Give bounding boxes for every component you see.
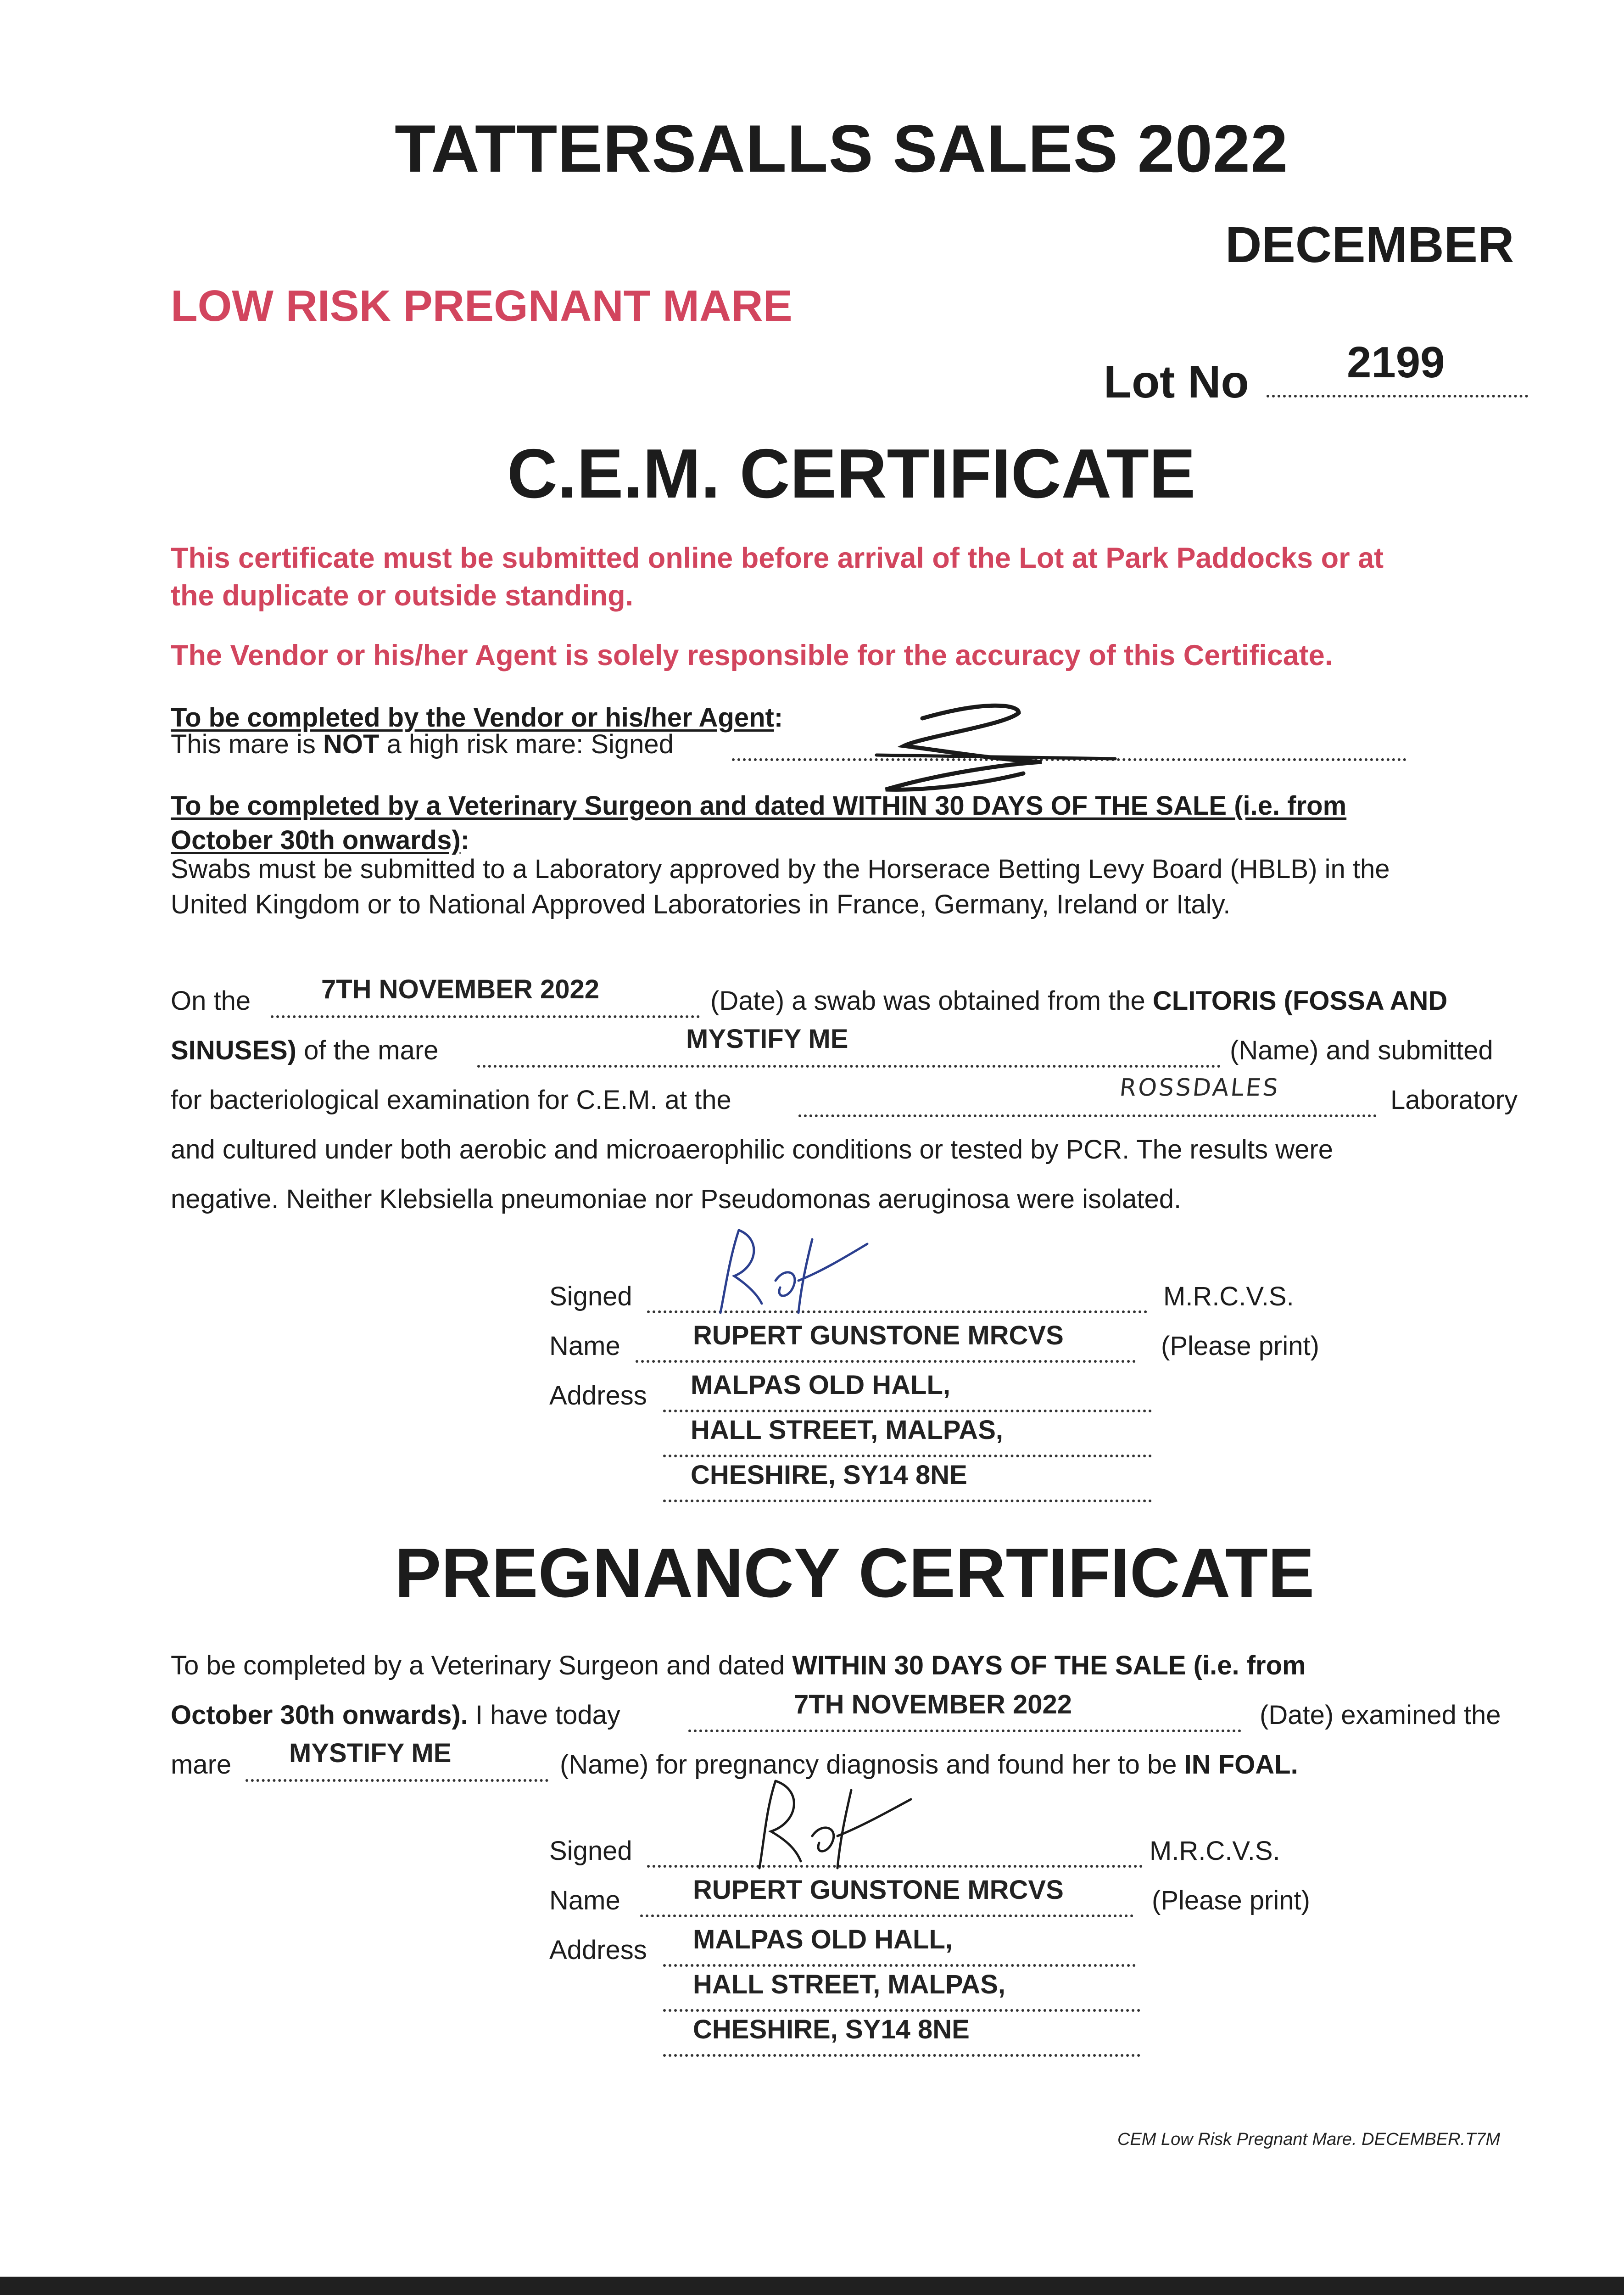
- cem-address-label: Address: [549, 1381, 647, 1411]
- lab-name-line[interactable]: [798, 1114, 1377, 1117]
- lot-number: 2199: [1347, 338, 1445, 387]
- lot-label: Lot No: [1104, 356, 1249, 408]
- preg-vet-signature: [743, 1763, 927, 1877]
- preg-vet-name: RUPERT GUNSTONE MRCVS: [693, 1875, 1064, 1905]
- cem-title: C.E.M. CERTIFICATE: [507, 435, 1196, 513]
- submission-notice: This certificate must be submitted online before arrival of the Lot at Park Paddocks or at: [171, 542, 1384, 574]
- vendor-post: a high risk mare: Signed: [379, 729, 674, 759]
- pregnancy-line-2: [171, 1697, 620, 1733]
- cem-address-1: MALPAS OLD HALL,: [691, 1370, 950, 1400]
- cem-please-print: (Please print): [1161, 1331, 1319, 1361]
- vendor-signature: [867, 695, 1124, 801]
- preg-address-line-2[interactable]: [663, 2009, 1140, 2012]
- pregnancy-date-value: 7TH NOVEMBER 2022: [794, 1690, 1072, 1719]
- vendor-heading-text: To be completed by the Vendor or his/her Agent: [171, 703, 774, 733]
- cem-vet-name: RUPERT GUNSTONE MRCVS: [693, 1321, 1064, 1350]
- cem-address-line-1[interactable]: [663, 1410, 1152, 1412]
- vendor-declaration: [171, 727, 674, 762]
- pregnancy-line-1-text: To be completed by a Veterinary Surgeon and dated: [171, 1651, 792, 1680]
- results-line-2: negative. Neither Klebsiella pneumoniae nor Pseudomonas aeruginosa were isolated.: [171, 1184, 1182, 1214]
- scan-edge: [0, 2277, 1624, 2295]
- pregnancy-mare-line[interactable]: [246, 1779, 548, 1782]
- cem-signed-label: Signed: [549, 1282, 632, 1311]
- preg-address-line-3[interactable]: [663, 2054, 1140, 2057]
- pregnancy-date-line[interactable]: [688, 1730, 1241, 1732]
- preg-mrcvs: M.R.C.V.S.: [1150, 1836, 1280, 1866]
- pregnancy-line-2-bold: October 30th onwards).: [171, 1700, 468, 1730]
- swab-exam-pre: for bacteriological examination for C.E.M. at the: [171, 1085, 731, 1115]
- swab-mare-name-line[interactable]: [477, 1065, 1221, 1068]
- vendor-not: NOT: [323, 729, 379, 759]
- cem-address-3: CHESHIRE, SY14 8NE: [691, 1460, 967, 1490]
- pregnancy-mare-label: mare: [171, 1750, 232, 1780]
- vendor-heading-colon: :: [774, 703, 783, 733]
- swab-date-value: 7TH NOVEMBER 2022: [321, 974, 599, 1004]
- swab-mare-name: MYSTIFY ME: [686, 1024, 848, 1054]
- form-reference: CEM Low Risk Pregnant Mare. DECEMBER.T7M: [1117, 2130, 1501, 2149]
- pregnancy-line-3: [560, 1747, 1298, 1783]
- lot-dots: [1267, 395, 1528, 397]
- sale-month: DECEMBER: [1225, 217, 1514, 273]
- category-label: LOW RISK PREGNANT MARE: [171, 281, 792, 330]
- cem-name-label: Name: [549, 1331, 620, 1361]
- preg-address-label: Address: [549, 1935, 647, 1965]
- swab-date-line[interactable]: [271, 1015, 700, 1018]
- swab-of-mare: of the mare: [296, 1036, 439, 1065]
- cem-address-2: HALL STREET, MALPAS,: [691, 1415, 1003, 1445]
- vet-heading-line-2: [171, 825, 469, 856]
- preg-please-print: (Please print): [1152, 1886, 1310, 1915]
- pregnancy-line-2-mid: I have today: [468, 1700, 620, 1730]
- preg-address-3: CHESHIRE, SY14 8NE: [693, 2015, 970, 2044]
- swab-instruction-1: Swabs must be submitted to a Laboratory approved by the Horserace Betting Levy Board (HBLB) in the: [171, 854, 1390, 884]
- pregnancy-title: PREGNANCY CERTIFICATE: [395, 1534, 1315, 1612]
- results-line-1: and cultured under both aerobic and microaerophilic conditions or tested by PCR. The results were: [171, 1135, 1333, 1164]
- swab-site: CLITORIS (FOSSA AND: [1152, 986, 1448, 1016]
- pregnancy-mare-name: MYSTIFY ME: [289, 1738, 452, 1768]
- cem-name-line[interactable]: [636, 1360, 1136, 1363]
- cem-address-line-2[interactable]: [663, 1455, 1152, 1457]
- swab-on-the: On the: [171, 986, 251, 1016]
- cem-address-line-3[interactable]: [663, 1500, 1152, 1502]
- preg-address-1: MALPAS OLD HALL,: [693, 1925, 953, 1954]
- cem-mrcvs: M.R.C.V.S.: [1163, 1282, 1294, 1311]
- preg-signed-label: Signed: [549, 1836, 632, 1866]
- lab-name: ROSSDALES: [1118, 1074, 1281, 1102]
- pregnancy-line-1-bold: WITHIN 30 DAYS OF THE SALE (i.e. from: [792, 1651, 1306, 1680]
- preg-address-line-1[interactable]: [663, 1964, 1136, 1967]
- pregnancy-in-foal: IN FOAL.: [1184, 1750, 1298, 1780]
- pregnancy-line-3-text: (Name) for pregnancy diagnosis and found her to be: [560, 1750, 1184, 1780]
- responsibility-notice: The Vendor or his/her Agent is solely responsible for the accuracy of this Certificate.: [171, 639, 1333, 672]
- pregnancy-line-2-post: (Date) examined the: [1260, 1700, 1501, 1730]
- swab-instruction-2: United Kingdom or to National Approved Laboratories in France, Germany, Ireland or Italy.: [171, 890, 1231, 919]
- swab-date-post: [710, 983, 1447, 1019]
- document-title: TATTERSALLS SALES 2022: [395, 111, 1289, 186]
- pregnancy-line-1: [171, 1648, 1306, 1684]
- lab-post: Laboratory: [1390, 1085, 1518, 1115]
- submission-notice-cont: the duplicate or outside standing.: [171, 580, 634, 612]
- cem-vet-signature: [707, 1212, 881, 1327]
- preg-address-2: HALL STREET, MALPAS,: [693, 1970, 1005, 1999]
- vet-heading-line-1: To be completed by a Veterinary Surgeon and dated WITHIN 30 DAYS OF THE SALE (i.e. from: [171, 791, 1347, 821]
- preg-name-label: Name: [549, 1886, 620, 1915]
- vet-heading-line-2-text: October 30th onwards): [171, 825, 461, 855]
- vendor-pre: This mare is: [171, 729, 323, 759]
- swab-name-post: (Name) and submitted: [1230, 1036, 1493, 1065]
- swab-mare-line: [171, 1033, 438, 1069]
- swab-site-cont: SINUSES): [171, 1036, 296, 1065]
- preg-name-line[interactable]: [640, 1914, 1133, 1917]
- swab-date-post-text: (Date) a swab was obtained from the: [710, 986, 1153, 1016]
- vet-heading-colon: :: [460, 825, 469, 855]
